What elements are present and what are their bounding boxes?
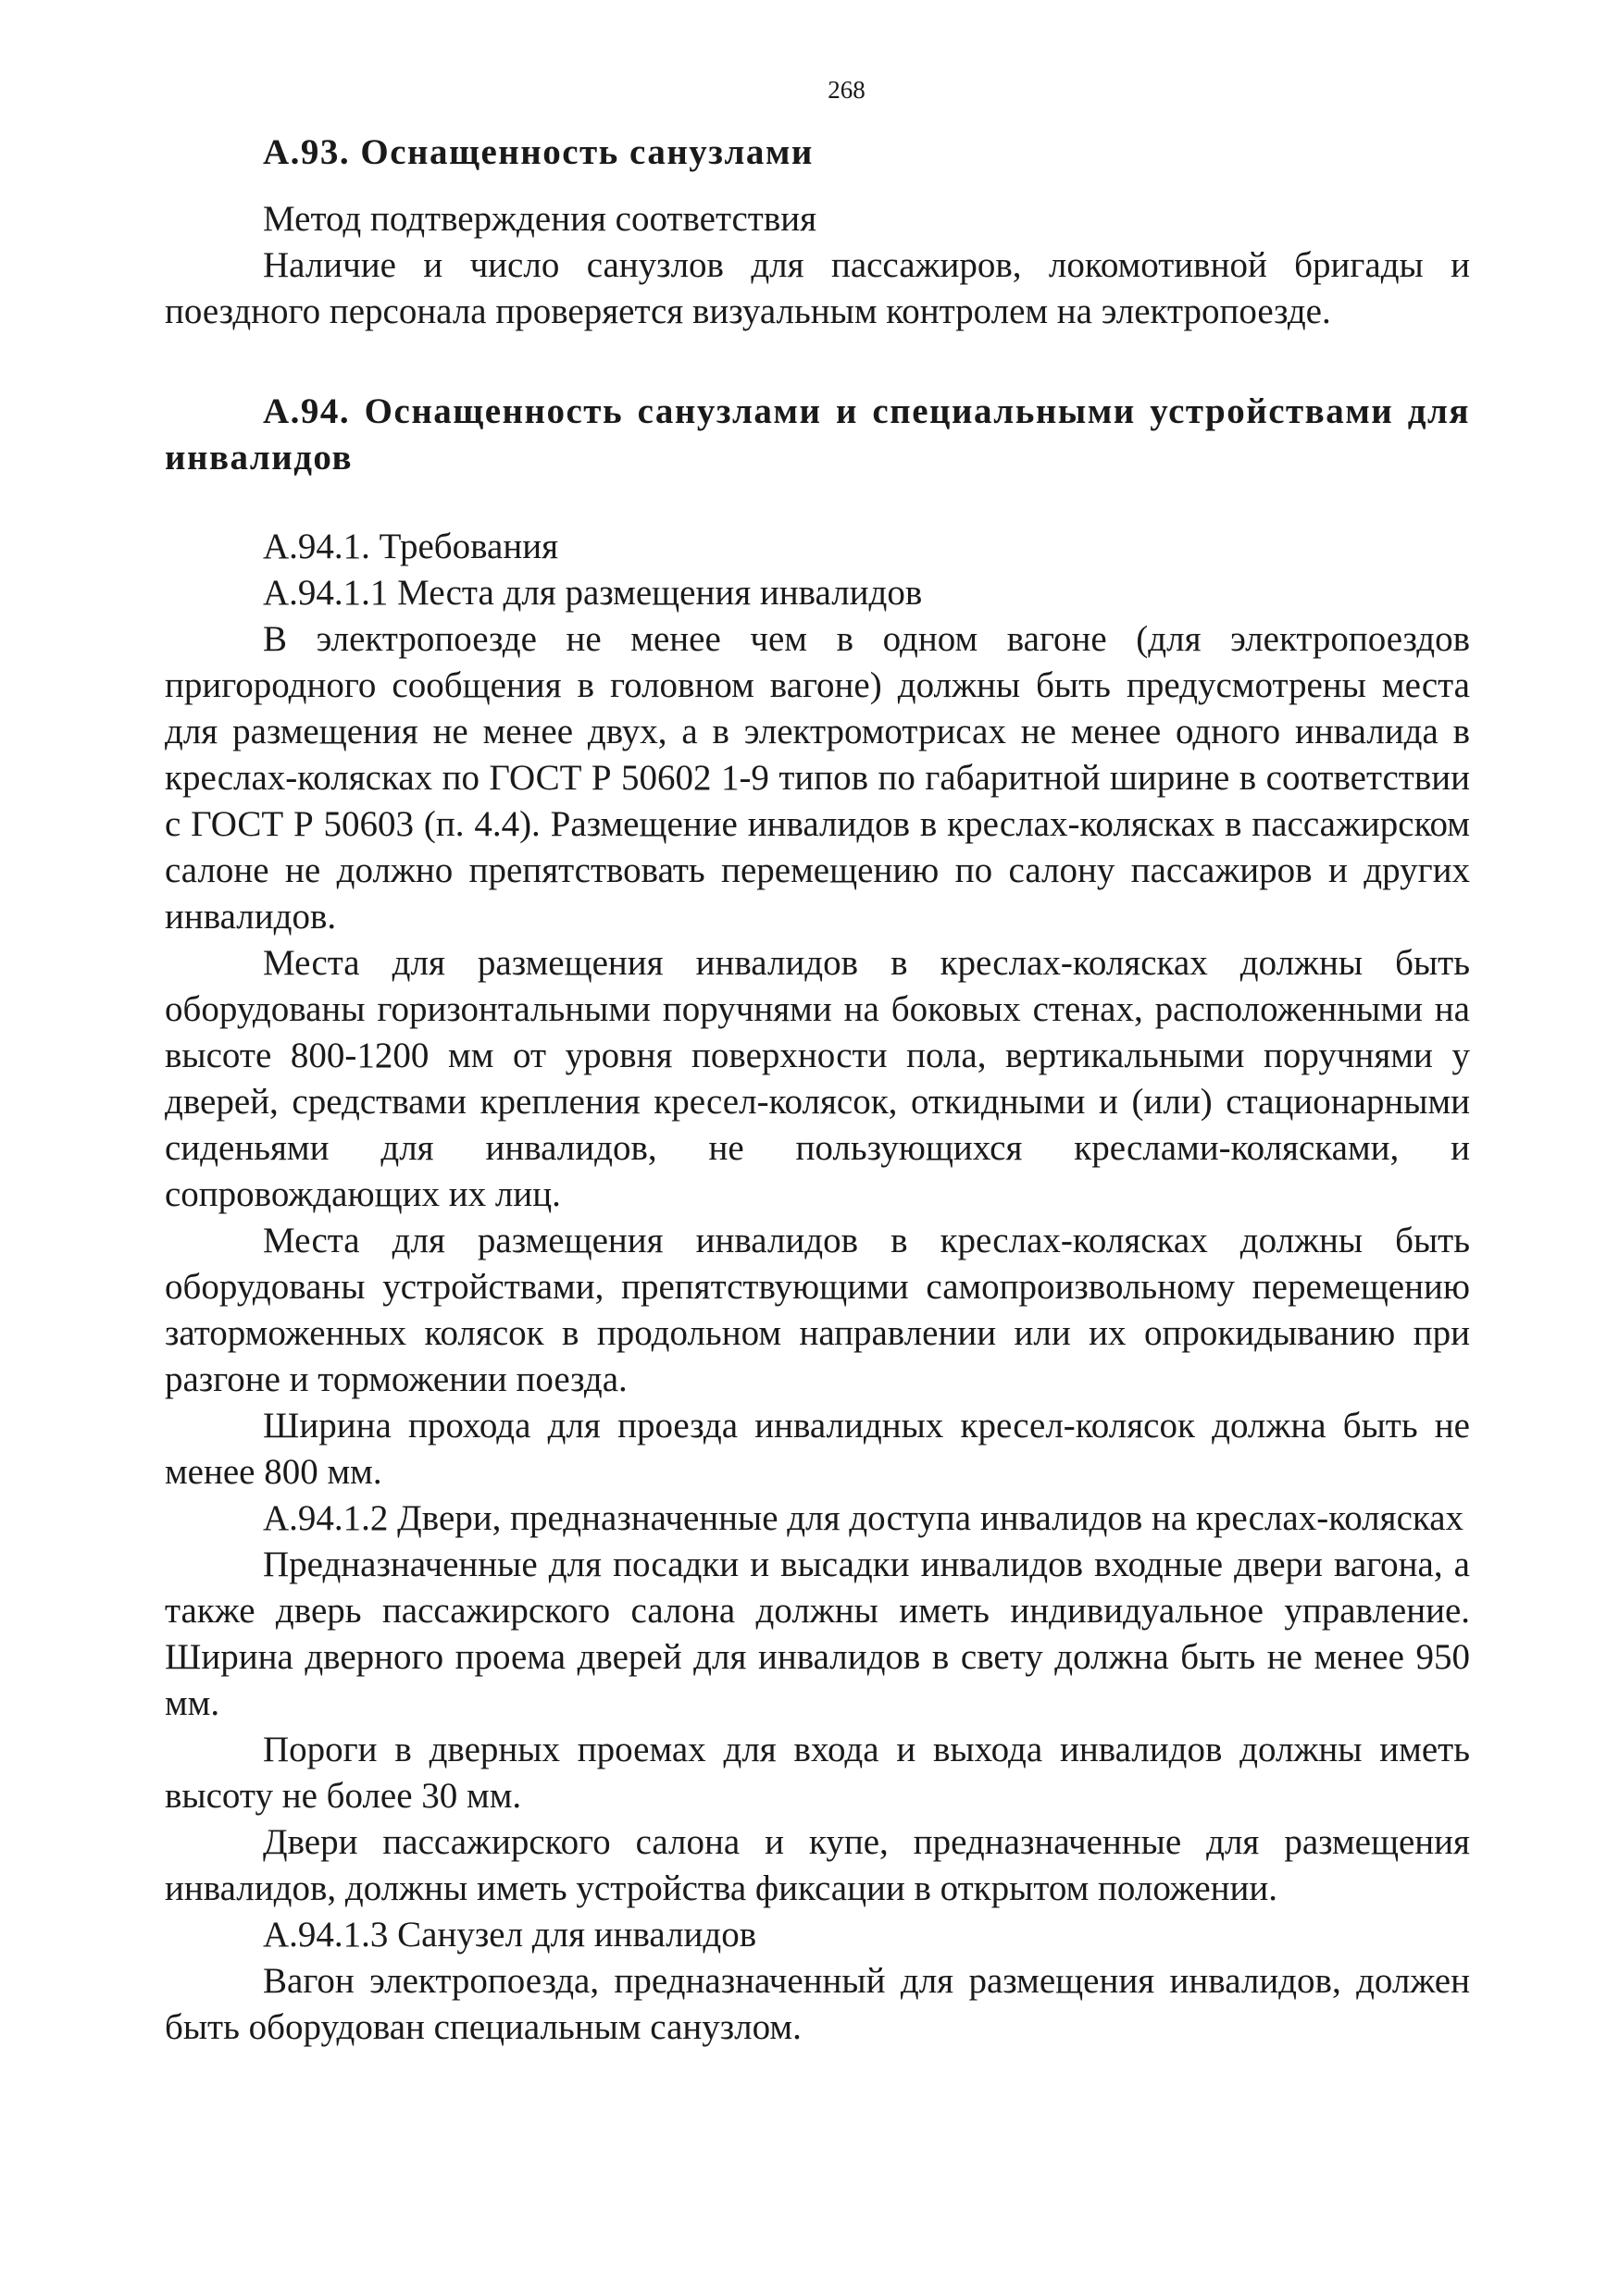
section-heading-a93: А.93. Оснащенность санузлами: [263, 132, 814, 172]
paragraph: Места для размещения инвалидов в креслах-колясках должны быть оборудованы устройствами, препятствующими самопроизвольному перемещению заторможенных колясок в продольном направлении или их опрокидыванию при разгоне и торможении поезда.: [165, 1221, 1470, 1399]
method-label: Метод подтверждения соответствия: [263, 199, 817, 239]
paragraph: В электропоезде не менее чем в одном вагоне (для электропоездов пригородного сообщения в головном вагоне) должны быть предусмотрены места для размещения не менее двух, а в электромотрисах не менее одного инвалида в креслах-колясках по ГОСТ Р 50602 1-9 типов по габаритной ширине в соответствии с ГОСТ Р 50603 (п. 4.4). Размещение инвалидов в креслах-колясках в пассажирском салоне не должно препятствовать перемещению по салону пассажиров и других инвалидов.: [165, 619, 1470, 937]
paragraph-a93: Наличие и число санузлов для пассажиров, локомотивной бригады и поездного персонала проверяется визуальным контролем на электропоезде.: [165, 245, 1470, 331]
paragraph: Предназначенные для посадки и высадки инвалидов входные двери вагона, а также дверь пассажирского салона должны иметь индивидуальное управление. Ширина дверного проема дверей для инвалидов в свету должна быть не менее 950 мм.: [165, 1545, 1470, 1723]
subsection-label-a94-1-1: А.94.1.1 Места для размещения инвалидов: [263, 573, 923, 613]
paragraph: Ширина прохода для проезда инвалидных кресел-колясок должна быть не менее 800 мм.: [165, 1406, 1470, 1492]
subsection-label-a94-1-3: А.94.1.3 Санузел для инвалидов: [263, 1915, 757, 1955]
paragraph: Вагон электропоезда, предназначенный для размещения инвалидов, должен быть оборудован специальным санузлом.: [165, 1961, 1470, 2047]
paragraph: Двери пассажирского салона и купе, предназначенные для размещения инвалидов, должны иметь устройства фиксации в открытом положении.: [165, 1822, 1470, 1908]
subsection-label-a94-1-2: А.94.1.2 Двери, предназначенные для доступа инвалидов на креслах-колясках: [263, 1498, 1464, 1538]
paragraph: Места для размещения инвалидов в креслах-колясках должны быть оборудованы горизонтальными поручнями на боковых стенах, расположенными на высоте 800-1200 мм от уровня поверхности пола, вертикальными поручнями у дверей, средствами крепления кресел-колясок, откидными и (или) стационарными сиденьями для инвалидов, не пользующихся креслами-колясками, и сопровождающих их лиц.: [165, 943, 1470, 1214]
paragraph: Пороги в дверных проемах для входа и выхода инвалидов должны иметь высоту не более 30 мм.: [165, 1730, 1470, 1816]
section-heading-a94: А.94. Оснащенность санузлами и специальными устройствами для инвалидов: [165, 391, 1470, 478]
page-number: 268: [828, 76, 866, 104]
requirements-label: А.94.1. Требования: [263, 527, 559, 566]
page-content: [165, 130, 1470, 2051]
